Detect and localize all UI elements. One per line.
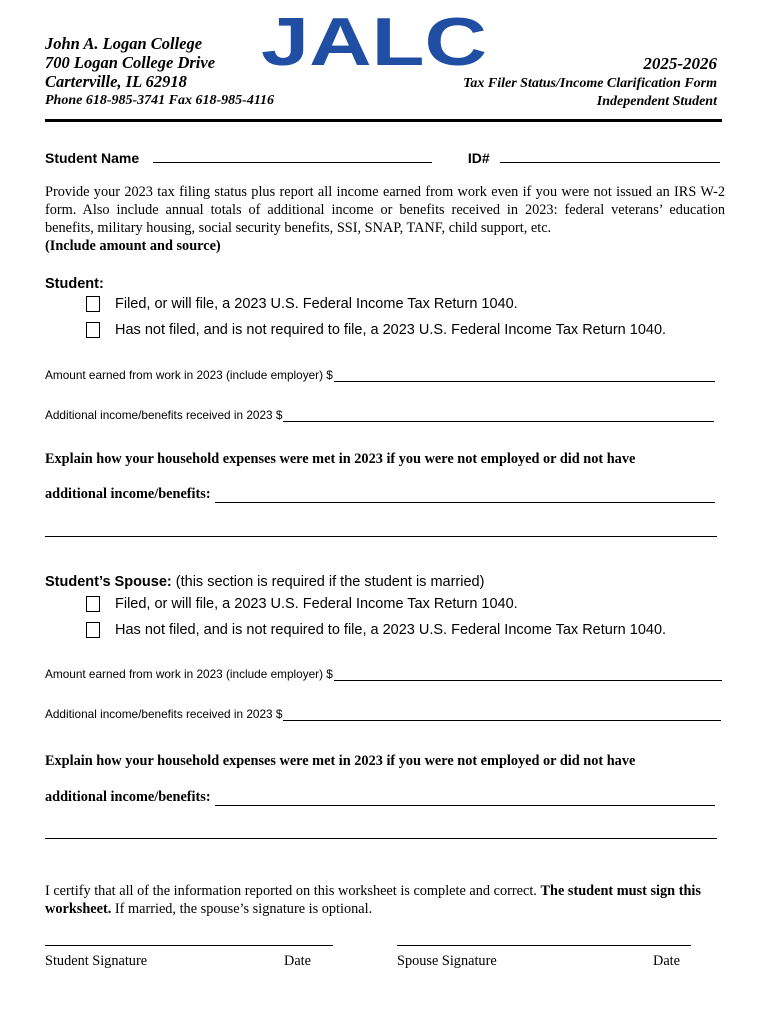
student-signature-label: Student Signature xyxy=(45,953,148,969)
certification-note: If married, the spouse’s signature is optional. xyxy=(111,901,373,917)
student-option-filed[interactable] xyxy=(86,296,518,312)
spouse-additional-row xyxy=(45,707,721,721)
spouse-additional-label: Additional income/benefits received in 2023 $ xyxy=(45,707,283,721)
student-id-field[interactable] xyxy=(500,148,720,163)
spouse-not-filed-checkbox[interactable] xyxy=(86,622,100,638)
form-title: Tax Filer Status/Income Clarification Form xyxy=(463,76,717,91)
student-additional-label: Additional income/benefits received in 2023 $ xyxy=(45,408,283,422)
student-amount-label: Amount earned from work in 2023 (include employer) $ xyxy=(45,368,333,382)
college-street: 700 Logan College Drive xyxy=(45,53,216,72)
spouse-explain-prompt: Explain how your household expenses were met in 2023 if you were not employed or did not have xyxy=(45,753,636,769)
student-option-not-filed[interactable] xyxy=(86,322,666,338)
spouse-amount-row xyxy=(45,667,722,681)
spouse-date-label: Date xyxy=(653,953,680,969)
college-city: Carterville, IL 62918 xyxy=(45,72,187,91)
spouse-filed-label: Filed, or will file, a 2023 U.S. Federal Income Tax Return 1040. xyxy=(115,596,518,612)
jalc-logo-text: JALC xyxy=(261,10,487,70)
student-name-field[interactable] xyxy=(153,148,432,163)
spouse-additional-field[interactable] xyxy=(283,708,721,721)
certification-statement xyxy=(45,882,725,918)
spouse-option-filed[interactable] xyxy=(86,596,518,612)
spouse-section-title xyxy=(45,574,484,590)
student-not-filed-label: Has not filed, and is not required to file, a 2023 U.S. Federal Income Tax Return 1040. xyxy=(115,322,667,338)
student-name-label: Student Name xyxy=(45,150,140,166)
instructions-emphasis: (Include amount and source) xyxy=(45,238,221,254)
student-additional-field[interactable] xyxy=(283,409,714,422)
student-signature-line[interactable] xyxy=(45,945,333,946)
form-title-block xyxy=(463,54,717,110)
form-subtitle: Independent Student xyxy=(596,94,717,109)
student-id-label: ID# xyxy=(467,150,490,166)
student-filed-checkbox[interactable] xyxy=(86,296,100,312)
spouse-filed-checkbox[interactable] xyxy=(86,596,100,612)
student-explain-row xyxy=(45,486,715,503)
spouse-signature-line[interactable] xyxy=(397,945,691,946)
instructions-text: Provide your 2023 tax filing status plus report all income earned from work even if you were not issued an IRS W-2 form. Also include annual totals of additional income or benefits received in 2023: federal veterans’ education benefits, military housing, social security benefits, SSI, SNAP, TANF, child support, etc. xyxy=(45,184,725,236)
spouse-explain-extra-line[interactable] xyxy=(45,838,717,839)
student-amount-field[interactable] xyxy=(334,369,715,382)
spouse-not-filed-label: Has not filed, and is not required to file, a 2023 U.S. Federal Income Tax Return 1040. xyxy=(115,622,667,638)
jalc-logo xyxy=(258,10,490,70)
student-amount-row xyxy=(45,368,715,382)
certification-text: I certify that all of the information reported on this worksheet is complete and correct. xyxy=(45,883,541,899)
student-explain-field[interactable] xyxy=(215,490,715,503)
spouse-title: Student’s Spouse: xyxy=(45,574,172,590)
spouse-explain-row xyxy=(45,789,715,806)
student-explain-label: additional income/benefits: xyxy=(45,486,211,502)
header-divider xyxy=(45,119,722,122)
spouse-signature-label: Spouse Signature xyxy=(397,953,497,969)
spouse-explain-label: additional income/benefits: xyxy=(45,789,211,805)
college-address-block xyxy=(45,34,274,110)
student-explain-prompt: Explain how your household expenses were met in 2023 if you were not employed or did not have xyxy=(45,451,636,467)
spouse-explain-field[interactable] xyxy=(215,793,715,806)
award-year: 2025-2026 xyxy=(643,54,717,73)
student-date-label: Date xyxy=(284,953,311,969)
spouse-amount-label: Amount earned from work in 2023 (include employer) $ xyxy=(45,667,333,681)
student-filed-label: Filed, or will file, a 2023 U.S. Federal Income Tax Return 1040. xyxy=(115,296,518,312)
student-identity-row xyxy=(45,148,725,166)
student-not-filed-checkbox[interactable] xyxy=(86,322,100,338)
college-phone-fax: Phone 618-985-3741 Fax 618-985-4116 xyxy=(45,93,275,108)
student-additional-row xyxy=(45,408,714,422)
instructions xyxy=(45,183,725,255)
student-section-title: Student: xyxy=(45,276,104,292)
spouse-title-note: (this section is required if the student is married) xyxy=(171,574,485,590)
spouse-option-not-filed[interactable] xyxy=(86,622,666,638)
certification-emphasis: The student must sign this worksheet. xyxy=(45,883,701,917)
spouse-amount-field[interactable] xyxy=(334,668,722,681)
college-name: John A. Logan College xyxy=(45,34,203,53)
student-explain-extra-line[interactable] xyxy=(45,536,717,537)
